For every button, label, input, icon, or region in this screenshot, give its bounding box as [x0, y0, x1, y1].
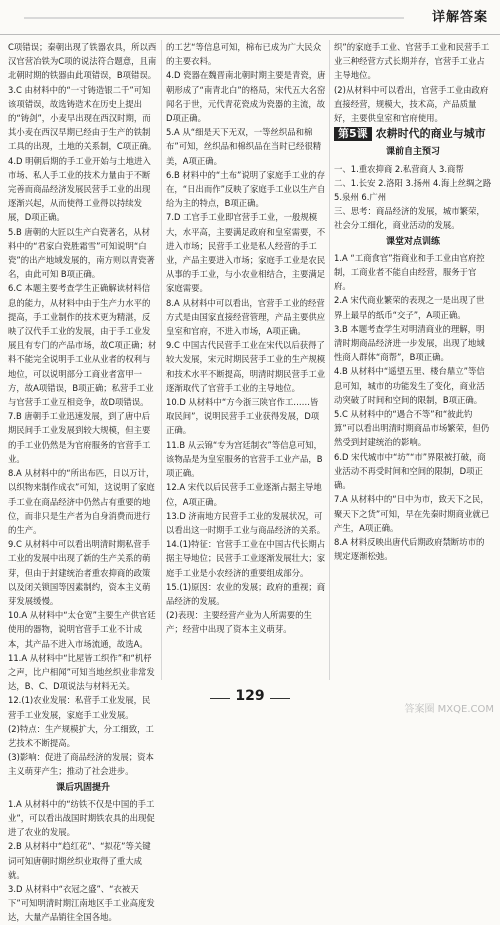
- answer-paragraph: 6.C 本题主要考查学生正确解读材料信息的能力，从材料中由于生产力水平的提高，手工业制作的技术更为精湛，反映了汉代手工业的发展，由于手工业发展且有专门的产品市场，故C项正确；材料不能完全说明手工业从业者的权利与地位，可以说明部分工商业者富甲一方，故A项错误，B项正确；私营手工业与官营手工业互相竞争，故D项错误。: [8, 283, 157, 408]
- answer-paragraph: (2)特点：生产规模扩大，分工细致，工艺技术不断提高。: [8, 723, 154, 748]
- answer-paragraph: 4.B 从材料中“遥望五里、楼台鼎立”等信息可知，城市的功能发生了变化，商业活动突破了时间和空间的限制，B项正确。: [334, 366, 485, 405]
- answer-paragraph: 7.B 唐朝手工业迅速发展，到了唐中后期民间手工业发展到较大规模，但主要的手工业仍然是为官府服务的官营手工业。: [8, 411, 151, 464]
- answer-paragraph: 1.A “工商食官”指商业和手工业由官府控制，工商业者不能自由经营，服务于官府。: [334, 252, 485, 292]
- answer-paragraph: 11.B 从云锦“专为宫廷制衣”等信息可知，该物品是为皇室服务的官营手工业产品，B项正确。: [166, 439, 323, 479]
- answer-paragraph: 三、思考：商品经济的发展，城市繁荣，社会分工细化，商业活动的发展。: [334, 206, 485, 231]
- answer-paragraph: 4.D 明朝后期的手工业开始与土地进入市场、私人手工业的技术力量由于不断完善而商品经济发展民营手工业的出现逐渐兴起，从而使得工业得以持续发展，D项正确。: [8, 155, 151, 223]
- answer-paragraph: C项错误；秦朝出现了铁器农具，所以西汉官营冶铁为C项的说法符合题意，且南北朝时期的铁器由此项错误，B项错误。: [8, 42, 157, 81]
- answer-paragraph: 一、1.重农抑商 2.私营商人 3.商帮: [334, 163, 464, 174]
- answer-paragraph: (2)从材料中可以看出，官营手工业由政府直接经营，规模大，技术高，产品质量好，主要供皇室和官府使用。: [334, 84, 489, 124]
- column-2: [166, 40, 326, 680]
- answer-paragraph: 12.A 宋代以后民营手工业逐渐占据主导地位，A项正确。: [166, 482, 322, 507]
- column-divider: [161, 40, 162, 680]
- section-heading: 课前自主预习: [385, 147, 440, 158]
- column-3: [334, 40, 492, 680]
- answer-paragraph: 8.A 材料反映出唐代后期政府禁断坊市的规定逐渐松弛。: [334, 536, 485, 562]
- watermark: 答案圈 MXQE.COM: [404, 704, 494, 715]
- answer-paragraph: 6.D 宋代城市中“坊”“市”界限被打破，商业活动不再受时间和空间的限制，D项正确。: [334, 451, 486, 491]
- answer-paragraph: 8.A 从材料中可以看出，官营手工业的经营方式是由国家直接经营管理，产品主要供应皇室和官府，不进入市场，A项正确。: [166, 297, 326, 337]
- page-number-text: 129: [235, 688, 265, 704]
- answer-paragraph: 11.A 从材料中“比屋皆工织作”和“机杼之声，比户相闻”可知当地丝织业非常发达，B、C、D项说法与材料无关。: [8, 652, 155, 692]
- answer-paragraph: 5.B 唐朝的大匠以生产白瓷著名，从材料中的“君家白瓷胜霜雪”可知说明“白瓷”的出产地域发展的，南方则以青瓷著名，由此可知 B项正确。: [8, 226, 155, 280]
- section-heading: 课堂对点训练: [385, 236, 440, 247]
- header-title: 详解答案: [431, 10, 488, 25]
- answer-paragraph: 织”的家庭手工业、官营手工业和民营手工业三种经营方式长期并存，官营手工业占主导地位。: [334, 42, 490, 81]
- answer-paragraph: 10.D 从材料中“方今浙三陕官作工……皆取民间”，说明民营手工业获得发展，D项正确。: [166, 397, 320, 436]
- answer-paragraph: 2.A 宋代商业繁荣的表现之一是出现了世界上最早的纸币“交子”，A项正确。: [334, 295, 485, 320]
- answer-paragraph: 8.A 从材料中的“所出布匹，日以万计，以织物来制作成衣”可知，这说明了家庭手工业在商品经济中仍然占有重要的地位，而非只是生产者为自身消费而进行的生产。: [8, 468, 155, 535]
- answer-paragraph: 13.D 济南地方民营手工业的发展状况，可以看出这一时期手工业与商品经济的关系。: [166, 510, 326, 535]
- answer-paragraph: 2.B 从材料中“趋红花”、“拟花”等关键词可知唐朝时期丝织业取得了重大成就。: [8, 841, 151, 880]
- answer-paragraph: 1.A 从材料中的“纺铁不仅是中国的手工业”，可以看出战国时期铁农具的出现促进了农业的发展。: [8, 798, 155, 838]
- answer-paragraph: 3.B 本题考查学生对明清商业的理解，明清时期商品经济进一步发展，出现了地域性商人群体“商帮”，B项正确。: [334, 323, 485, 363]
- lesson-name: 农耕时代的商业与城市: [375, 127, 486, 141]
- answer-paragraph: 5.C 从材料中的“遇合不等”和“彼此钓算”可以看出明清时期商品市场繁荣，但仍然受到封建统治的影响。: [334, 409, 490, 448]
- answer-paragraph: 9.C 中国古代民营手工业在宋代以后获得了较大发展，宋元时期民营手工业的生产规模和技术水平不断提高，明清时期民营手工业逐渐取代了官营手工业的主导地位。: [166, 340, 326, 393]
- header-rule: [24, 17, 404, 19]
- answer-paragraph: 3.D 从材料中“衣冠之盛”、“衣被天下”可知明清时期江南地区手工业高度发达，大量产品销往全国各地。: [8, 883, 155, 923]
- answer-paragraph: (2)表现：主要经营产业为人所需要的生产；经营中出现了资本主义萌芽。: [166, 610, 312, 635]
- answer-paragraph: 7.D 工官手工业即官营手工业，一般规模大，水平高，主要满足政府和皇室需要，不进入市场；民营手工业是私人经营的手工业，产品主要进入市场；家庭手工业是农民从事的手工业，与小农业相结合，主要满足家庭需要。: [166, 212, 326, 294]
- answer-paragraph: 15.(1)原因：农业的发展；政府的重视；商品经济的发展。: [166, 581, 326, 606]
- lesson-number: 第5课: [334, 127, 372, 141]
- answer-paragraph: 7.A 从材料中的“日中为市，致天下之民，聚天下之货”可知，早在先秦时期商业就已产生，A项正确。: [334, 494, 490, 533]
- answer-paragraph: 12.(1)农业发展：私营手工业发展，民营手工业发展，家庭手工业发展。: [8, 695, 151, 720]
- answer-paragraph: 4.D 瓷器在魏晋南北朝时期主要是青瓷，唐朝形成了“南青北白”的格局，宋代五大名窑闻名于世，元代青花瓷成为瓷器的主流，故D项正确。: [166, 70, 326, 124]
- section-heading: 课后巩固提升: [55, 782, 110, 793]
- answer-paragraph: 10.A 从材料中“太仓宽”主要生产供官廷使用的器物，说明官营手工业不计成本，其产品不进入市场流通，故选A。: [8, 610, 156, 649]
- answer-paragraph: (3)影响：促进了商品经济的发展；资本主义萌芽产生；推动了社会进步。: [8, 752, 154, 777]
- answer-paragraph: 6.B 材料中的“土布”说明了家庭手工业的存在，“日出而作”反映了家庭手工业以生产自给为主的特点，B项正确。: [166, 169, 326, 209]
- lesson-title: [334, 127, 492, 141]
- answer-paragraph: 3.C 由材料中的“一寸铸造银二千”可知该项错误，故选铸造术在历史上提出的“铸剑”，小麦早出现在西汉时期，而其小麦在西汉早期已经由于生产的铁制工具的出现，土地的关系制，C项正确。: [8, 84, 157, 152]
- page-header: [0, 0, 500, 35]
- column-1: [8, 40, 158, 923]
- answer-paragraph: 的工艺“等信息可知，棉布已成为广大民众的主要衣料。: [166, 42, 322, 67]
- answer-paragraph: 14.(1)特征：官营手工业在中国古代长期占据主导地位；民营手工业逐渐发展壮大；家庭手工业是小农经济的重要组成部分。: [166, 539, 326, 578]
- answer-paragraph: 二、1.长安 2.洛阳 3.扬州 4.海上丝绸之路 5.泉州 6.广州: [334, 177, 492, 203]
- answer-paragraph: 9.C 从材料中可以看出明清时期私营手工业的发展中出现了新的生产关系的萌芽，但由于封建统治者重农抑商的政策以及闭关锁国等因素制约，资本主义萌芽发展缓慢。: [8, 539, 151, 606]
- column-divider: [329, 40, 330, 680]
- answer-paragraph: 5.A 从“细是天下无双，一等丝织品和棉布”可知，丝织品和棉织品在当时已经很精美，A项正确。: [166, 127, 322, 166]
